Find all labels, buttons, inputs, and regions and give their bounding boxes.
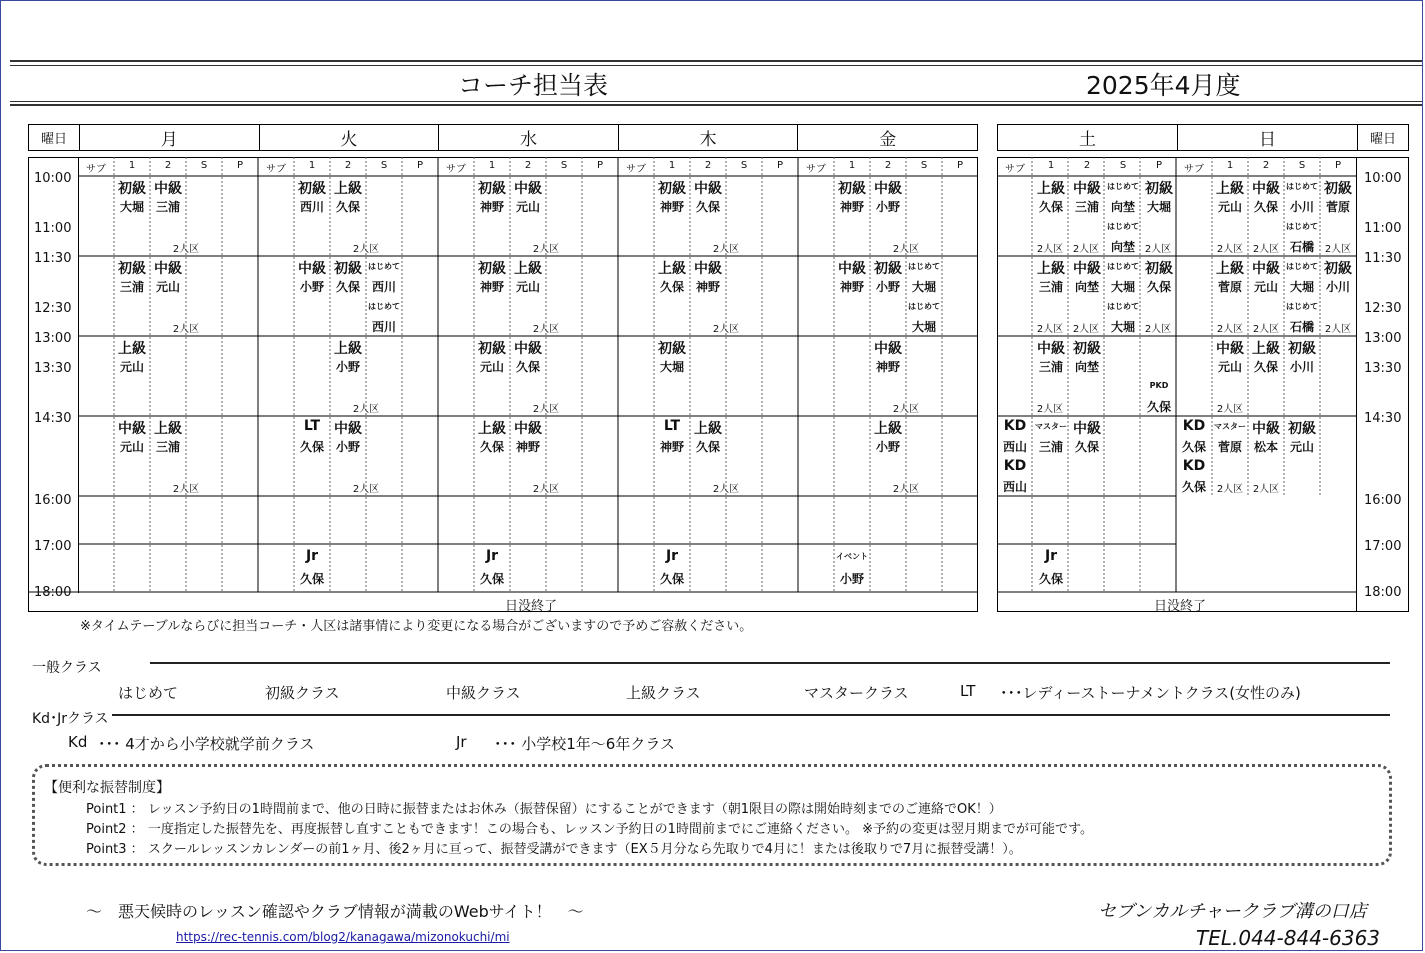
subcol-header: サブ [1005, 164, 1025, 175]
lesson-level: 上級 [514, 261, 542, 277]
lesson-level: はじめて [1286, 302, 1318, 311]
lesson-level: Jr [1044, 548, 1058, 564]
lesson-coach: 小川 [1325, 280, 1350, 294]
lesson-coach: 小川 [1289, 360, 1314, 374]
lesson-level: 初級 [658, 181, 686, 197]
time-label-right: 13:00 [1364, 331, 1402, 346]
lesson-level: 上級 [478, 421, 506, 437]
lesson-level: Jr [305, 548, 319, 564]
two-person-note: 2人区 [1324, 244, 1352, 255]
lesson-level: 中級 [1216, 341, 1244, 357]
subcol-header: P [1334, 160, 1342, 171]
lesson-coach: 神野 [695, 280, 720, 294]
lesson-level: はじめて [368, 262, 400, 271]
lesson-level: 中級 [1073, 261, 1101, 277]
lesson-coach: 神野 [479, 200, 504, 214]
time-label: 13:00 [34, 331, 72, 346]
time-label-right: 12:30 [1364, 301, 1402, 316]
lesson-level: 上級 [874, 421, 902, 437]
lesson-level: 中級 [1252, 421, 1280, 437]
subcol-header: S [380, 160, 388, 171]
lesson-coach: 久保 [299, 572, 324, 586]
lesson-level: はじめて [1107, 182, 1139, 191]
time-label: 17:00 [34, 539, 72, 554]
lesson-coach: 久保 [1146, 400, 1171, 414]
lesson-coach: 小野 [875, 440, 900, 454]
lesson-level: はじめて [1286, 182, 1318, 191]
lesson-level: 初級 [874, 261, 902, 277]
lesson-coach: 菅原 [1217, 280, 1242, 294]
lesson-coach: 元山 [1217, 200, 1242, 214]
two-person-note: 2人区 [1216, 484, 1244, 495]
lesson-coach: 三浦 [1074, 200, 1099, 214]
two-person-note: 2人区 [352, 484, 380, 495]
lesson-coach: 大堀 [911, 320, 936, 334]
two-person-note: 2人区 [1072, 324, 1100, 335]
time-label: 11:00 [34, 221, 72, 236]
subcol-header: 2 [884, 160, 892, 171]
lesson-level: 中級 [838, 261, 866, 277]
subcol-header: 2 [344, 160, 352, 171]
lesson-level: マスター [1214, 422, 1246, 431]
promo-text: ～ 悪天候時のレッスン確認やクラブ情報が満載のWebサイト！ ～ [86, 902, 584, 921]
lesson-coach: 西山 [1002, 440, 1027, 454]
class-master: マスタークラス [804, 684, 909, 702]
two-person-note: 2人区 [712, 324, 740, 335]
lesson-level: 中級 [514, 421, 542, 437]
time-label: 11:30 [34, 251, 72, 266]
lesson-level: 中級 [874, 341, 902, 357]
lesson-level: 中級 [1073, 181, 1101, 197]
lesson-coach: 久保 [1038, 572, 1063, 586]
sunset-note: 日没終了 [505, 599, 558, 614]
page-title: コーチ担当表 [458, 71, 609, 100]
lesson-coach: 元山 [119, 360, 144, 374]
two-person-note: 2人区 [1144, 244, 1172, 255]
disclaimer: ※タイムテーブルならびに担当コーチ・人区は諸事情により変更になる場合がございますので予めご容赦ください。 [80, 619, 753, 634]
subcol-header: 2 [1262, 160, 1270, 171]
two-person-note: 2人区 [1216, 324, 1244, 335]
lesson-coach: 向埜 [1074, 360, 1099, 374]
lesson-level: KD [1182, 418, 1206, 434]
lesson-coach: 石橋 [1289, 240, 1314, 254]
subcol-header: P [236, 160, 244, 171]
subcol-header: 2 [524, 160, 532, 171]
lesson-level: 初級 [298, 181, 326, 197]
lesson-coach: 元山 [1289, 440, 1314, 454]
lesson-level: Jr [485, 548, 499, 564]
lesson-coach: 元山 [119, 440, 144, 454]
lesson-coach: 元山 [515, 200, 540, 214]
day-mon: 月 [80, 125, 260, 151]
lesson-coach: 神野 [515, 440, 540, 454]
lesson-coach: 久保 [335, 200, 360, 214]
lesson-coach: 小野 [875, 280, 900, 294]
lesson-level: 上級 [658, 261, 686, 277]
class-intermediate: 中級クラス [446, 684, 521, 702]
subcol-header: 1 [848, 160, 856, 171]
lesson-level: 中級 [1252, 181, 1280, 197]
lesson-coach: 神野 [839, 200, 864, 214]
lesson-coach: 小野 [875, 200, 900, 214]
lesson-level: 初級 [118, 261, 146, 277]
lesson-coach: 三浦 [155, 440, 180, 454]
lesson-coach: 久保 [695, 200, 720, 214]
two-person-note: 2人区 [1252, 244, 1280, 255]
lesson-coach: 久保 [479, 440, 504, 454]
lesson-coach: 久保 [659, 280, 684, 294]
lesson-coach: 久保 [1253, 360, 1278, 374]
subcol-header: サブ [806, 164, 826, 175]
benefit-point-2: Point2 ： 一度指定した振替先を、再度振替し直すこともできます！この場合も、レッスン予約日の1時間前までにご連絡ください。 ※予約の変更は翌月期までが可能です。 [86, 822, 1093, 837]
lesson-coach: 大堀 [1110, 320, 1135, 334]
lesson-level: はじめて [1286, 222, 1318, 231]
lesson-coach: 久保 [659, 572, 684, 586]
subcol-header: 1 [1047, 160, 1055, 171]
class-advanced: 上級クラス [626, 684, 701, 702]
lesson-coach: 久保 [1074, 440, 1099, 454]
lesson-coach: 久保 [1146, 280, 1171, 294]
two-person-note: 2人区 [1036, 404, 1064, 415]
lesson-coach: 小野 [335, 440, 360, 454]
lesson-coach: 元山 [1253, 280, 1278, 294]
day-sun: 日 [1178, 125, 1358, 151]
lesson-level: 初級 [478, 341, 506, 357]
subcol-header: P [416, 160, 424, 171]
lesson-coach: 石橋 [1289, 320, 1314, 334]
lesson-level: 上級 [1216, 181, 1244, 197]
benefit-title: 【便利な振替制度】 [44, 780, 170, 796]
time-label: 10:00 [34, 171, 72, 186]
lesson-level: 中級 [694, 181, 722, 197]
lesson-coach: 三浦 [119, 280, 144, 294]
two-person-note: 2人区 [892, 244, 920, 255]
lesson-level: 初級 [1145, 261, 1173, 277]
class-hajimete: はじめて [118, 684, 179, 702]
two-person-note: 2人区 [172, 244, 200, 255]
lesson-level: 上級 [1216, 261, 1244, 277]
subcol-header: サブ [446, 164, 466, 175]
subcol-header: サブ [626, 164, 646, 175]
lesson-coach: 小川 [1289, 200, 1314, 214]
two-person-note: 2人区 [712, 484, 740, 495]
two-person-note: 2人区 [892, 484, 920, 495]
lesson-level: 上級 [694, 421, 722, 437]
time-label-right: 14:30 [1364, 411, 1402, 426]
lesson-coach: 久保 [1253, 200, 1278, 214]
lesson-level: 上級 [1037, 261, 1065, 277]
lesson-level: 上級 [1037, 181, 1065, 197]
lesson-level: はじめて [1107, 302, 1139, 311]
weekday-label-right: 曜日 [1358, 125, 1409, 151]
subcol-header: 2 [1083, 160, 1091, 171]
lesson-level: はじめて [1107, 222, 1139, 231]
lesson-coach: 久保 [299, 440, 324, 454]
class-beginner: 初級クラス [265, 684, 340, 702]
time-label-right: 11:30 [1364, 251, 1402, 266]
lesson-level: はじめて [908, 262, 940, 271]
two-person-note: 2人区 [1036, 324, 1064, 335]
lesson-coach: 神野 [659, 440, 684, 454]
lesson-coach: 久保 [1181, 440, 1206, 454]
two-person-note: 2人区 [712, 244, 740, 255]
lesson-coach: 三浦 [1038, 360, 1063, 374]
lesson-level: 初級 [1073, 341, 1101, 357]
lesson-level: 初級 [334, 261, 362, 277]
lesson-level: 中級 [514, 341, 542, 357]
two-person-note: 2人区 [1144, 324, 1172, 335]
general-rule [150, 662, 1390, 664]
time-label-right: 18:00 [1364, 585, 1402, 600]
time-label: 16:00 [34, 493, 72, 508]
lesson-coach: 菅原 [1217, 440, 1242, 454]
lesson-level: はじめて [1107, 262, 1139, 271]
lesson-coach: 向埜 [1110, 200, 1135, 214]
lesson-level: 上級 [1252, 341, 1280, 357]
lesson-level: 中級 [1252, 261, 1280, 277]
subcol-header: サブ [1184, 164, 1204, 175]
lt-desc: ･･･レディーストーナメントクラス(女性のみ) [1000, 684, 1301, 702]
subcol-header: 2 [704, 160, 712, 171]
lesson-coach: 大堀 [1289, 280, 1314, 294]
two-person-note: 2人区 [892, 404, 920, 415]
lesson-level: 中級 [1037, 341, 1065, 357]
day-sat: 土 [998, 125, 1178, 151]
lesson-coach: 元山 [479, 360, 504, 374]
lesson-level: 上級 [154, 421, 182, 437]
lesson-coach: 菅原 [1325, 200, 1350, 214]
time-label-right: 16:00 [1364, 493, 1402, 508]
subcol-header: S [200, 160, 208, 171]
benefit-point-1: Point1 ： レッスン予約日の1時間前まで、他の日時に振替またはお休み（振替保留）にすることができます（朝1限目の際は開始時刻までのご連絡でOK！） [86, 802, 1002, 817]
lesson-coach: 小野 [299, 280, 324, 294]
subcol-header: 1 [308, 160, 316, 171]
two-person-note: 2人区 [1036, 244, 1064, 255]
lesson-coach: 神野 [839, 280, 864, 294]
two-person-note: 2人区 [352, 404, 380, 415]
lesson-coach: 大堀 [119, 200, 144, 214]
lesson-coach: 元山 [515, 280, 540, 294]
lesson-level: はじめて [908, 302, 940, 311]
lesson-coach: 小野 [839, 572, 864, 586]
lesson-level: 中級 [334, 421, 362, 437]
lesson-coach: 久保 [1038, 200, 1063, 214]
subcol-header: S [1298, 160, 1306, 171]
lesson-level: はじめて [1286, 262, 1318, 271]
lesson-level: 上級 [334, 181, 362, 197]
subcol-header: S [740, 160, 748, 171]
lesson-level: 初級 [658, 341, 686, 357]
club-tel: TEL.044-844-6363 [1196, 926, 1381, 950]
lesson-level: 中級 [298, 261, 326, 277]
lesson-level: 中級 [874, 181, 902, 197]
time-label: 12:30 [34, 301, 72, 316]
lesson-level: 初級 [1324, 261, 1352, 277]
two-person-note: 2人区 [532, 324, 560, 335]
subcol-header: S [560, 160, 568, 171]
time-label-right: 10:00 [1364, 171, 1402, 186]
subcol-header: サブ [266, 164, 286, 175]
subcol-header: S [1119, 160, 1127, 171]
lesson-coach: 三浦 [1038, 440, 1063, 454]
lesson-coach: 久保 [1181, 480, 1206, 494]
benefit-point-3: Point3 ： スクールレッスンカレンダーの前1ヶ月、後2ヶ月に亘って、振替受講ができます（EX５月分なら先取りで4月に！または後取りで7月に振替受講！）。 [86, 842, 1022, 857]
two-person-note: 2人区 [1216, 404, 1244, 415]
lesson-coach: 三浦 [155, 200, 180, 214]
lesson-level: 中級 [154, 181, 182, 197]
lesson-coach: 西山 [1002, 480, 1027, 494]
lesson-level: 中級 [154, 261, 182, 277]
jr-code: Jr [456, 733, 467, 751]
subcol-header: P [776, 160, 784, 171]
two-person-note: 2人区 [1216, 244, 1244, 255]
subcol-header: P [1155, 160, 1163, 171]
lesson-coach: 久保 [695, 440, 720, 454]
lesson-level: PKD [1149, 381, 1169, 390]
two-person-note: 2人区 [1072, 244, 1100, 255]
two-person-note: 2人区 [532, 484, 560, 495]
lesson-level: 中級 [694, 261, 722, 277]
lesson-level: マスター [1035, 422, 1067, 431]
club-name: セブンカルチャークラブ溝の口店 [1098, 901, 1367, 922]
lesson-coach: 神野 [875, 360, 900, 374]
lesson-coach: 久保 [335, 280, 360, 294]
day-wed: 水 [439, 125, 619, 151]
lesson-level: KD [1003, 418, 1027, 434]
lesson-coach: 大堀 [1146, 200, 1171, 214]
kdjr-class-label: Kd･Jrクラス [32, 711, 109, 727]
lesson-coach: 三浦 [1038, 280, 1063, 294]
lesson-coach: 向埜 [1110, 240, 1135, 254]
two-person-note: 2人区 [1252, 484, 1280, 495]
weekday-label: 曜日 [29, 125, 80, 151]
two-person-note: 2人区 [1252, 324, 1280, 335]
subcol-header: 1 [488, 160, 496, 171]
subcol-header: 1 [668, 160, 676, 171]
lesson-level: 初級 [838, 181, 866, 197]
day-tue: 火 [259, 125, 439, 151]
subcol-header: 1 [1226, 160, 1234, 171]
lesson-level: イベント [836, 552, 868, 561]
lesson-coach: 松本 [1253, 440, 1278, 454]
lesson-coach: 小野 [335, 360, 360, 374]
subcol-header: 1 [128, 160, 136, 171]
lesson-coach: 大堀 [659, 360, 684, 374]
lesson-level: 初級 [1145, 181, 1173, 197]
website-link[interactable]: https://rec-tennis.com/blog2/kanagawa/mizonokuchi/mi [176, 930, 510, 944]
lesson-level: KD [1182, 458, 1206, 474]
month-label: 2025年4月度 [1086, 71, 1241, 100]
subcol-header: S [920, 160, 928, 171]
two-person-note: 2人区 [1324, 324, 1352, 335]
day-fri: 金 [798, 125, 978, 151]
lesson-level: 初級 [478, 261, 506, 277]
lesson-coach: 神野 [479, 280, 504, 294]
time-label-right: 11:00 [1364, 221, 1402, 236]
subcol-header: サブ [86, 164, 106, 175]
lesson-coach: 久保 [479, 572, 504, 586]
lesson-level: 中級 [118, 421, 146, 437]
lesson-level: 初級 [118, 181, 146, 197]
lesson-coach: 大堀 [1110, 280, 1135, 294]
two-person-note: 2人区 [532, 404, 560, 415]
lesson-level: LT [303, 418, 321, 434]
sunset-note-weekend: 日没終了 [1154, 599, 1207, 614]
lesson-level: LT [663, 418, 681, 434]
lesson-level: 上級 [334, 341, 362, 357]
kd-code: Kd [68, 733, 88, 751]
lesson-coach: 西川 [371, 280, 396, 294]
lesson-level: 初級 [1288, 421, 1316, 437]
lesson-level: はじめて [368, 302, 400, 311]
lesson-level: 初級 [478, 181, 506, 197]
jr-desc: ･･･ 小学校1年～6年クラス [494, 735, 675, 753]
subcol-header: P [956, 160, 964, 171]
lt-code: LT [960, 682, 976, 700]
lesson-level: Jr [665, 548, 679, 564]
two-person-note: 2人区 [172, 324, 200, 335]
lesson-coach: 元山 [1217, 360, 1242, 374]
lesson-coach: 大堀 [911, 280, 936, 294]
time-label-right: 13:30 [1364, 361, 1402, 376]
general-class-label: 一般クラス [32, 660, 102, 676]
subcol-header: 2 [164, 160, 172, 171]
day-thu: 木 [618, 125, 798, 151]
time-label: 13:30 [34, 361, 72, 376]
lesson-level: 中級 [1073, 421, 1101, 437]
lesson-coach: 向埜 [1074, 280, 1099, 294]
two-person-note: 2人区 [532, 244, 560, 255]
kdjr-rule [112, 714, 1390, 716]
time-label: 18:00 [34, 585, 72, 600]
kd-desc: ･･･ 4才から小学校就学前クラス [98, 735, 315, 753]
time-label-right: 17:00 [1364, 539, 1402, 554]
lesson-coach: 西川 [371, 320, 396, 334]
lesson-level: 中級 [514, 181, 542, 197]
lesson-level: 初級 [1324, 181, 1352, 197]
subcol-header: P [596, 160, 604, 171]
lesson-level: 上級 [118, 341, 146, 357]
time-label: 14:30 [34, 411, 72, 426]
lesson-coach: 久保 [515, 360, 540, 374]
lesson-coach: 西川 [299, 200, 324, 214]
lesson-level: 初級 [1288, 341, 1316, 357]
lesson-level: KD [1003, 458, 1027, 474]
lesson-coach: 元山 [155, 280, 180, 294]
two-person-note: 2人区 [352, 244, 380, 255]
two-person-note: 2人区 [172, 484, 200, 495]
lesson-coach: 神野 [659, 200, 684, 214]
